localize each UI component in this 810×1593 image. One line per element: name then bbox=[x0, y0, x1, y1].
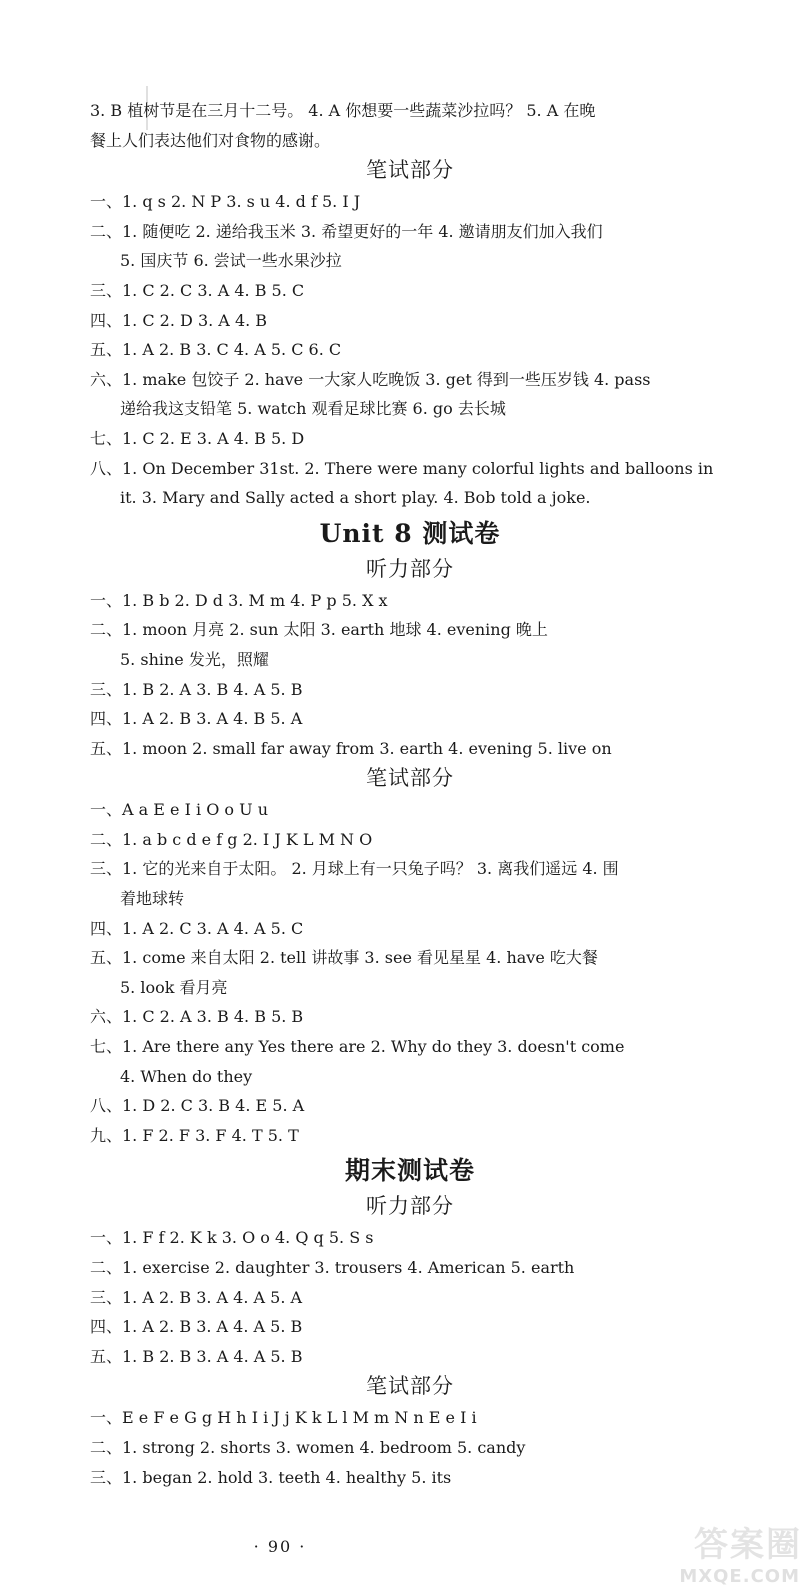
answer-line: 3. B 植树节是在三月十二号。 4. A 你想要一些蔬菜沙拉吗？ 5. A 在晚 bbox=[90, 101, 596, 120]
answer-line: 三、1. A 2. B 3. A 4. A 5. A bbox=[90, 1287, 303, 1307]
answer-line: 二、1. exercise 2. daughter 3. trousers 4. American 5. earth bbox=[90, 1258, 575, 1277]
answer-line: 六、1. C 2. A 3. B 4. B 5. B bbox=[90, 1007, 304, 1027]
watermark-logo: 答案圈 bbox=[694, 1525, 802, 1565]
answer-line: 二、1. a b c d e f g 2. I J K L M N O bbox=[90, 829, 373, 849]
answer-line: 五、1. B 2. B 3. A 4. A 5. B bbox=[90, 1346, 303, 1366]
section-title: Unit 8 测试卷 bbox=[319, 518, 501, 548]
answer-line: 四、1. A 2. C 3. A 4. A 5. C bbox=[90, 918, 304, 938]
answer-line: 四、1. C 2. D 3. A 4. B bbox=[90, 310, 268, 330]
answer-content bbox=[90, 96, 730, 1492]
section-subtitle: 笔试部分 bbox=[366, 766, 454, 791]
answer-line: 一、E e F e G g H h I i J j K k L l M m N n E e I i bbox=[90, 1408, 477, 1428]
section-subtitle: 听力部分 bbox=[366, 1194, 454, 1219]
answer-line: 三、1. began 2. hold 3. teeth 4. healthy 5. its bbox=[90, 1467, 452, 1487]
section-subtitle: 听力部分 bbox=[366, 556, 454, 581]
answer-line: 一、1. B b 2. D d 3. M m 4. P p 5. X x bbox=[90, 590, 388, 610]
answer-line: 五、1. moon 2. small far away from 3. earth 4. evening 5. live on bbox=[90, 738, 612, 758]
page-number: · 90 · bbox=[253, 1537, 307, 1556]
answer-line-continued: 5. shine 发光，照耀 bbox=[120, 649, 269, 669]
answer-line: 二、1. strong 2. shorts 3. women 4. bedroom 5. candy bbox=[90, 1437, 526, 1457]
answer-line-continued: 5. 国庆节 6. 尝试一些水果沙拉 bbox=[120, 251, 342, 271]
answer-line: 二、1. moon 月亮 2. sun 太阳 3. earth 地球 4. evening 晚上 bbox=[90, 620, 548, 640]
answer-line: 八、1. D 2. C 3. B 4. E 5. A bbox=[90, 1096, 305, 1116]
answer-line: 四、1. A 2. B 3. A 4. A 5. B bbox=[90, 1317, 303, 1337]
watermark-url: MXQE.COM bbox=[679, 1566, 800, 1587]
answer-line: 九、1. F 2. F 3. F 4. T 5. T bbox=[90, 1125, 299, 1145]
answer-line: 三、1. 它的光来自于太阳。 2. 月球上有一只兔子吗？ 3. 离我们遥远 4. 围 bbox=[90, 859, 619, 879]
site-watermark bbox=[632, 1525, 802, 1587]
answer-line: 二、1. 随便吃 2. 递给我玉米 3. 希望更好的一年 4. 邀请朋友们加入我们 bbox=[90, 221, 603, 241]
answer-line-continued: 5. look 看月亮 bbox=[120, 977, 228, 997]
answer-line: 三、1. B 2. A 3. B 4. A 5. B bbox=[90, 679, 303, 699]
section-subtitle: 笔试部分 bbox=[366, 158, 454, 183]
answer-line: 七、1. C 2. E 3. A 4. B 5. D bbox=[90, 428, 305, 448]
answer-line: 一、1. F f 2. K k 3. O o 4. Q q 5. S s bbox=[90, 1228, 374, 1248]
answer-line-continued: 4. When do they bbox=[120, 1066, 253, 1086]
section-title: 期末测试卷 bbox=[344, 1156, 475, 1186]
answer-line: 三、1. C 2. C 3. A 4. B 5. C bbox=[90, 280, 305, 300]
answer-line: 一、A a E e I i O o U u bbox=[90, 800, 268, 820]
answer-line-continued: 递给我这支铅笔 5. watch 观看足球比赛 6. go 去长城 bbox=[120, 399, 506, 419]
answer-line-continued: it. 3. Mary and Sally acted a short play. 4. Bob told a joke. bbox=[120, 488, 591, 508]
answer-line: 八、1. On December 31st. 2. There were many colorful lights and balloons in bbox=[90, 458, 714, 478]
answer-line: 五、1. come 来自太阳 2. tell 讲故事 3. see 看见星星 4. have 吃大餐 bbox=[90, 948, 598, 968]
answer-line: 四、1. A 2. B 3. A 4. B 5. A bbox=[90, 709, 303, 729]
answer-line-continued: 着地球转 bbox=[120, 889, 185, 909]
answer-line: 一、1. q s 2. N P 3. s u 4. d f 5. I J bbox=[90, 192, 361, 212]
section-subtitle: 笔试部分 bbox=[366, 1374, 454, 1399]
answer-line: 七、1. Are there any Yes there are 2. Why do they 3. doesn't come bbox=[90, 1037, 625, 1057]
answer-line: 餐上人们表达他们对食物的感谢。 bbox=[90, 130, 331, 150]
answer-line: 六、1. make 包饺子 2. have 一大家人吃晚饭 3. get 得到一些压岁钱 4. pass bbox=[90, 369, 651, 389]
answer-line: 五、1. A 2. B 3. C 4. A 5. C 6. C bbox=[90, 340, 342, 360]
